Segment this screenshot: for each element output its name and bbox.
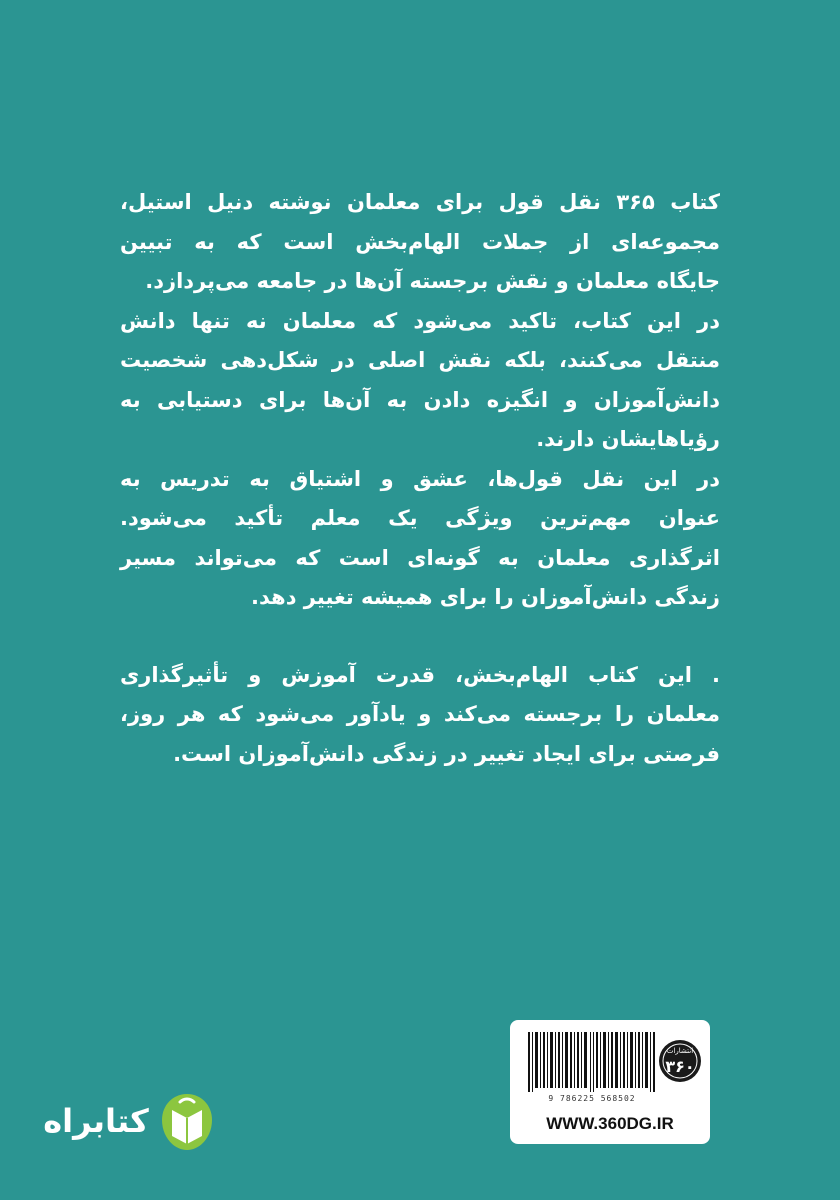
book-leaf-icon xyxy=(158,1090,216,1154)
text-line: معلمان را برجسته می‌کند و یادآور می‌شود که هر روز، xyxy=(120,702,720,726)
publisher-logo-text: ۳۶۰ xyxy=(665,1057,695,1076)
publisher-website: WWW.360DG.IR xyxy=(546,1114,674,1133)
text-line: عنوان مهم‌ترین ویژگی یک معلم تأکید می‌شود. xyxy=(120,506,720,530)
text-line: در این نقل قول‌ها، عشق و اشتیاق به تدریس به xyxy=(120,466,720,491)
paragraph-role xyxy=(120,302,720,460)
ketabrah-watermark xyxy=(38,1088,218,1158)
paragraph-intro xyxy=(120,183,720,302)
text-line: فرصتی برای ایجاد تغییر در زندگی دانش‌آموزان است. xyxy=(173,741,720,766)
paragraph-conclusion xyxy=(120,656,720,775)
ketabrah-label: کتابراه xyxy=(43,1102,149,1140)
text-line: کتاب ۳۶۵ نقل قول برای معلمان نوشته دنیل استیل، xyxy=(120,190,720,214)
paragraph-passion xyxy=(120,460,720,618)
text-line: زندگی دانش‌آموزان را برای همیشه تغییر دهد. xyxy=(251,585,720,609)
text-line: جایگاه معلمان و نقش برجسته آن‌ها در جامعه می‌پردازد. xyxy=(145,269,720,293)
text-line: . این کتاب الهام‌بخش، قدرت آموزش و تأثیرگذاری xyxy=(120,662,720,687)
isbn-digits: 9 786225 568502 xyxy=(548,1094,636,1103)
publisher-caption: انتشارات xyxy=(666,1047,694,1055)
back-cover-text xyxy=(120,183,720,774)
text-line: در این کتاب، تاکید می‌شود که معلمان نه تنها دانش xyxy=(120,308,720,333)
text-line: دانش‌آموزان و انگیزه دادن به آن‌ها برای دستیابی به xyxy=(120,387,720,412)
publisher-logo xyxy=(658,1032,702,1090)
text-line: رؤیاهایشان دارند. xyxy=(536,427,720,451)
text-line: مجموعه‌ای از جملات الهام‌بخش است که به تبیین xyxy=(120,229,720,254)
barcode-panel xyxy=(510,1020,710,1144)
text-line: اثرگذاری معلمان به گونه‌ای است که می‌تواند مسیر xyxy=(120,545,720,570)
text-line: منتقل می‌کنند، بلکه نقش اصلی در شکل‌دهی شخصیت xyxy=(120,348,720,372)
barcode-icon xyxy=(528,1032,656,1092)
